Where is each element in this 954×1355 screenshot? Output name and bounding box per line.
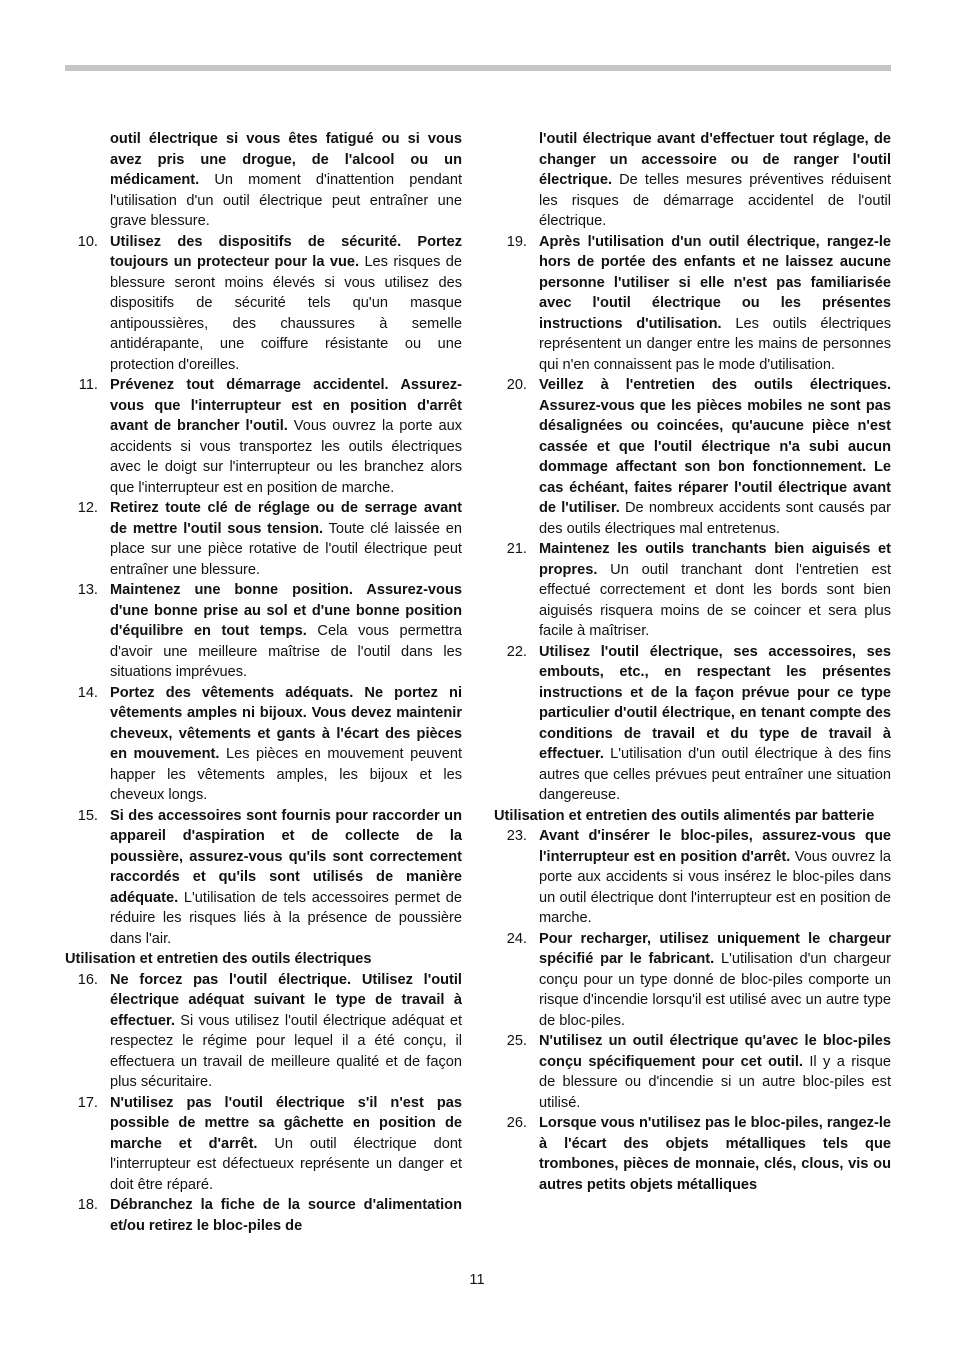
item-text: Les outils électriques représentent un danger entre les mains de personnes qui n'en connaissent pas le mode d'utilisation. xyxy=(539,315,891,373)
continuation-bold: outil électrique si vous êtes fatigué ou si vous avez pris une drogue, de l'alcool ou un médicament. xyxy=(110,131,462,188)
list-item xyxy=(65,232,462,376)
list-item xyxy=(494,1113,891,1195)
item-bold: Débranchez la fiche de la source d'alimentation et/ou retirez le bloc-piles de xyxy=(110,1197,462,1234)
left-continuation xyxy=(65,129,462,232)
item-text: Vous ouvrez la porte aux accidents si vous transportez les outils électriques avec le doigt sur l'interrupteur ou les branchez alors que l'interrupteur est en position de marche. xyxy=(110,418,463,496)
list-item xyxy=(494,929,891,1032)
item-bold: Si des accessoires sont fournis pour raccorder un appareil d'aspiration et de collecte de la poussière, assurez-vous qu'ils sont correctement raccordés et qu'ils sont utilisés de manière adéquate. xyxy=(110,807,462,906)
item-bold: Utilisez des dispositifs de sécurité. Portez toujours un protecteur pour la vue. xyxy=(110,233,462,270)
item-number: 17. xyxy=(77,1094,98,1111)
item-text: Les risques de blessure seront moins élevés si vous utilisez des dispositifs de sécurité tels qu'un masque antipoussières, des chaussures à semelle antidérapante, une coiffure résistante ou une protection d'oreilles. xyxy=(110,254,463,373)
item-bold: Maintenez les outils tranchants bien aiguisés et propres. xyxy=(539,541,891,578)
item-number: 19. xyxy=(506,233,527,250)
item-bold: Prévenez tout démarrage accidentel. Assurez-vous que l'interrupteur est en position d'arrêt avant de brancher l'outil. xyxy=(110,377,462,434)
item-text: L'utilisation d'un outil électrique à des fins autres que celles prévues peut entraîner une situation dangereuse. xyxy=(539,746,891,803)
top-rule xyxy=(65,65,891,71)
list-item xyxy=(494,375,891,539)
list-item xyxy=(494,1031,891,1113)
item-number: 24. xyxy=(506,930,527,947)
item-text: L'utilisation d'un chargeur conçu pour un type donné de bloc-piles comporte un risque d'incendie lorsqu'il est utilisé avec un autre type de bloc-piles. xyxy=(539,951,891,1029)
item-text: Il y a risque de blessure ou d'incendie si un autre bloc-piles est utilisé. xyxy=(539,1053,891,1111)
item-number: 11. xyxy=(78,377,98,393)
continuation-text: De telles mesures préventives réduisent les risques de démarrage accidentel de l'outil électrique. xyxy=(539,172,891,229)
list-item xyxy=(65,580,462,683)
item-text: Un outil tranchant dont l'entretien est effectué correctement et dont les bords sont bien aiguisés risquera moins de se coincer et sera plus facile à maîtriser. xyxy=(539,561,891,639)
list-item xyxy=(65,1093,462,1196)
item-text: Si vous utilisez l'outil électrique adéquat et respectez le régime pour lequel il a été conçu, il effectuera un travail de meilleure qualité et de façon plus sécuritaire. xyxy=(110,1012,462,1090)
item-bold: Veillez à l'entretien des outils électriques. Assurez-vous que les pièces mobiles ne sont pas désalignées ou coincées, qu'aucune pièce n'est cassée et que l'outil électrique n'a subi aucun dommage affectant son bon fonctionnement. Le cas échéant, faites réparer l'outil électrique avant de l'utiliser. xyxy=(539,377,891,516)
page-number: 11 xyxy=(469,1272,485,1288)
item-number: 10. xyxy=(77,233,98,250)
item-bold: N'utilisez pas l'outil électrique s'il n'est pas possible de mettre sa gâchette en position de marche et d'arrêt. xyxy=(110,1094,462,1152)
item-bold: Pour recharger, utilisez uniquement le chargeur spécifié par le fabricant. xyxy=(539,930,891,967)
item-number: 16. xyxy=(77,971,98,988)
list-item xyxy=(494,826,891,929)
list-item xyxy=(65,498,462,580)
item-text: Toute clé laissée en place sur une pièce rotative de l'outil électrique peut entraîner une blessure. xyxy=(110,520,462,578)
item-number: 22. xyxy=(506,643,527,660)
item-text: Un outil électrique dont l'interrupteur est défectueux représente un danger et doit être réparé. xyxy=(110,1135,462,1193)
item-bold: Après l'utilisation d'un outil électrique, rangez-le hors de portée des enfants et ne laissez aucune personne l'utiliser si elle n'est pas familiarisée avec l'outil électrique ou les présentes instructions d'utilisation. xyxy=(539,233,891,332)
item-bold: Ne forcez pas l'outil électrique. Utilisez l'outil électrique adéquat suivant le type de travail à effectuer. xyxy=(110,971,462,1029)
left-column xyxy=(65,129,462,1236)
list-item xyxy=(65,683,462,806)
list-item xyxy=(65,375,462,498)
item-number: 23. xyxy=(506,828,527,844)
item-number: 14. xyxy=(77,684,98,701)
item-bold: Maintenez une bonne position. Assurez-vous d'une bonne prise au sol et d'une bonne position d'équilibre en tout temps. xyxy=(110,582,462,639)
item-text: Cela vous permettra d'avoir une meilleure maîtrise de l'outil dans les situations imprévues. xyxy=(110,623,462,680)
item-bold: Lorsque vous n'utilisez pas le bloc-piles, rangez-le à l'écart des objets métalliques tels que trombones, pièces de monnaie, clés, clous, vis ou autres petits objets métalliques xyxy=(539,1115,891,1193)
item-number: 18. xyxy=(77,1197,98,1213)
item-bold: Retirez toute clé de réglage ou de serrage avant de mettre l'outil sous tension. xyxy=(110,500,462,537)
item-text: L'utilisation de tels accessoires permet de réduire les risques liés à la présence de poussière dans l'air. xyxy=(110,889,462,947)
list-item xyxy=(494,539,891,642)
right-column xyxy=(494,129,891,1195)
item-number: 12. xyxy=(77,500,98,516)
list-item xyxy=(65,1195,462,1236)
item-number: 21. xyxy=(506,541,527,557)
item-bold: Avant d'insérer le bloc-piles, assurez-vous que l'interrupteur est en position d'arrêt. xyxy=(539,828,891,865)
list-item xyxy=(494,642,891,806)
item-number: 25. xyxy=(506,1033,527,1049)
item-text: Les pièces en mouvement peuvent happer les vêtements amples, les bijoux et les cheveux longs. xyxy=(110,746,463,803)
item-bold: Portez des vêtements adéquats. Ne portez ni vêtements amples ni bijoux. Vous devez maintenir cheveux, vêtements et gants à l'écart des pièces en mouvement. xyxy=(110,684,462,762)
item-text: Vous ouvrez la porte aux accidents si vous insérez le bloc-piles dans un outil électrique dont l'interrupteur est en position de marche. xyxy=(539,848,891,926)
item-number: 26. xyxy=(506,1115,527,1131)
item-bold: Utilisez l'outil électrique, ses accessoires, ses embouts, etc., en respectant les présentes instructions et de la façon prévue pour ce type particulier d'outil électrique, en tenant compte des conditions de travail et du type de travail à effectuer. xyxy=(539,643,891,762)
item-number: 15. xyxy=(77,807,98,824)
right-continuation xyxy=(494,129,891,232)
continuation-bold: l'outil électrique avant d'effectuer tout réglage, de changer un accessoire ou de ranger l'outil électrique. xyxy=(539,131,891,188)
list-item xyxy=(65,970,462,1093)
list-item xyxy=(494,232,891,376)
item-number: 13. xyxy=(77,582,98,598)
continuation-text: Un moment d'inattention pendant l'utilisation d'un outil électrique peut entraîner une grave blessure. xyxy=(110,172,462,229)
section-heading: Utilisation et entretien des outils alimentés par batterie xyxy=(494,807,875,824)
item-text: De nombreux accidents sont causés par des outils électriques mal entretenus. xyxy=(539,500,891,537)
section-heading: Utilisation et entretien des outils électriques xyxy=(65,951,372,967)
item-number: 20. xyxy=(506,377,527,393)
list-item xyxy=(65,806,462,950)
item-bold: N'utilisez un outil électrique qu'avec le bloc-piles conçu spécifiquement pour cet outil. xyxy=(539,1033,891,1070)
